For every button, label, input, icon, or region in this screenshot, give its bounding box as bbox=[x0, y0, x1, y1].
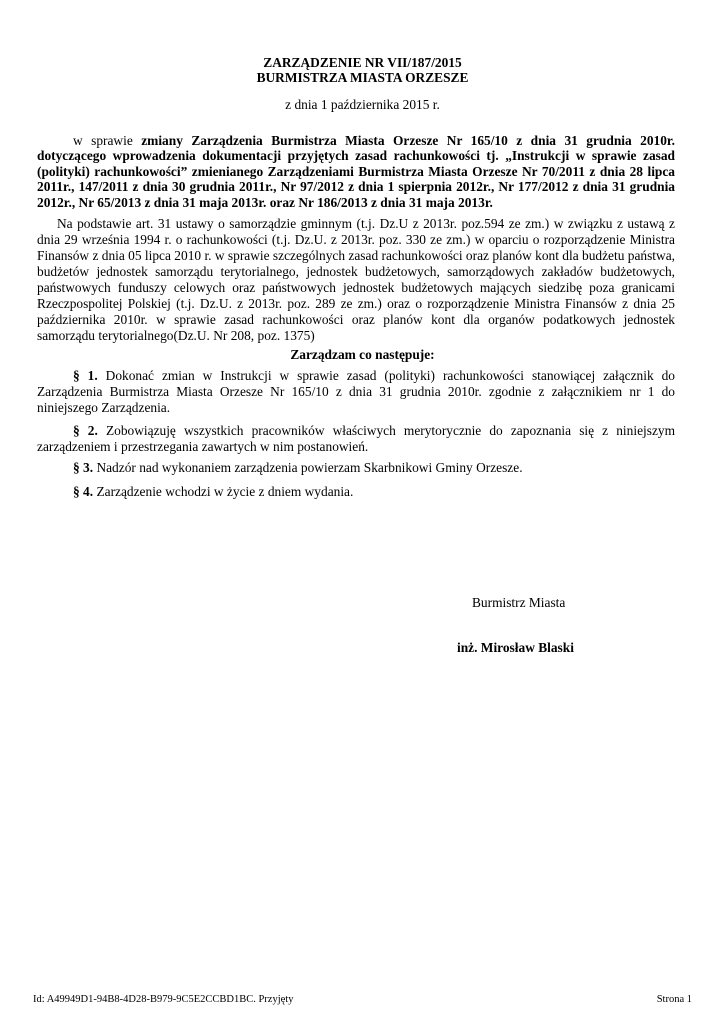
section-3 bbox=[37, 460, 675, 475]
section-4-number: § 4. bbox=[73, 484, 94, 499]
issue-date: z dnia 1 października 2015 r. bbox=[285, 97, 440, 112]
section-1-text: Dokonać zmian w Instrukcji w sprawie zasad (polityki) rachunkowości stanowiącej załącznik do Zarządzenia Burmistrza Miasta Orzesze Nr 165/10 z dnia 31 grudnia 2010r. zgodnie z załącznikiem nr 1 do niniejszego Zarządzenia. bbox=[37, 368, 676, 415]
title-line-1: ZARZĄDZENIE NR VII/187/2015 bbox=[263, 55, 462, 70]
subject-text: zmiany Zarządzenia Burmistrza Miasta Orzesze Nr 165/10 z dnia 31 grudnia 2010r. dotyczącego wprowadzenia dokumentacji przyjętych zasad rachunkowości tj. „Instrukcji w sprawie zasad (polityki) rachunkowości” zmienianego Zarządzeniami Burmistrza Miasta Orzesze Nr 70/2011 z dnia 28 lipca 2011r., 147/2011 z dnia 30 grudnia 2011r., Nr 97/2012 z dnia 1 spierpnia 2012r., Nr 177/2012 z dnia 31 grudnia 2012r., Nr 65/2013 z dnia 31 maja 2013r. oraz Nr 186/2013 z dnia 31 maja 2013r. bbox=[37, 133, 675, 210]
section-2-text: Zobowiązuję wszystkich pracowników właściwych merytorycznie do zapoznania się z niniejszym zarządzeniem i przestrzegania zawartych w nim postanowień. bbox=[37, 423, 676, 454]
legal-basis-paragraph: Na podstawie art. 31 ustawy o samorządzie gminnym (t.j. Dz.U z 2013r. poz.594 ze zm.) w związku z ustawą z dnia 29 września 1994 r. o rachunkowości (t.j. Dz.U. z 2013r. poz. 330 ze zm.) w oparciu o rozporządzenie Ministra Finansów z dnia 05 lipca 2010 r. w sprawie szczególnych zasad rachunkowości oraz planów kont dla budżetu państwa, budżetów jednostek samorządu terytorialnego, jednostek budżetowych, samorządowych zakładów budżetowych, państwowych funduszy celowych oraz państwowych jednostek budżetowych mających siedzibę poza granicami Rzeczpospolitej Polskiej (t.j. Dz.U. z 2013r. poz. 289 ze zm.) oraz o rozporządzenie Ministra Finansów z dnia 25 października 2010r. w sprawie zasad rachunkowości oraz planów kont dla organów podatkowych jednostek samorządu terytorialnego(Dz.U. Nr 208, poz. 1375) bbox=[37, 216, 675, 343]
signature-role: Burmistrz Miasta bbox=[472, 595, 566, 610]
section-1 bbox=[37, 368, 675, 416]
subject-prefix: w sprawie bbox=[73, 133, 142, 148]
section-3-text: Nadzór nad wykonaniem zarządzenia powierzam Skarbnikowi Gminy Orzesze. bbox=[93, 460, 523, 475]
footer-page-number: Strona 1 bbox=[656, 994, 692, 1005]
title-line-2: BURMISTRZA MIASTA ORZESZE bbox=[256, 70, 469, 85]
signature-name: inż. Mirosław Blaski bbox=[457, 640, 574, 655]
footer-document-id: Id: A49949D1-94B8-4D28-B979-9C5E2CCBD1BC. Przyjęty bbox=[33, 994, 294, 1005]
section-2 bbox=[37, 423, 675, 455]
section-4-text: Zarządzenie wchodzi w życie z dniem wydania. bbox=[93, 484, 354, 499]
document-title bbox=[0, 55, 725, 85]
section-4 bbox=[37, 484, 675, 499]
section-1-number: § 1. bbox=[73, 368, 98, 383]
subject-paragraph bbox=[37, 133, 675, 210]
section-2-number: § 2. bbox=[73, 423, 98, 438]
section-3-number: § 3. bbox=[73, 460, 94, 475]
decree-heading: Zarządzam co następuje: bbox=[290, 347, 435, 362]
